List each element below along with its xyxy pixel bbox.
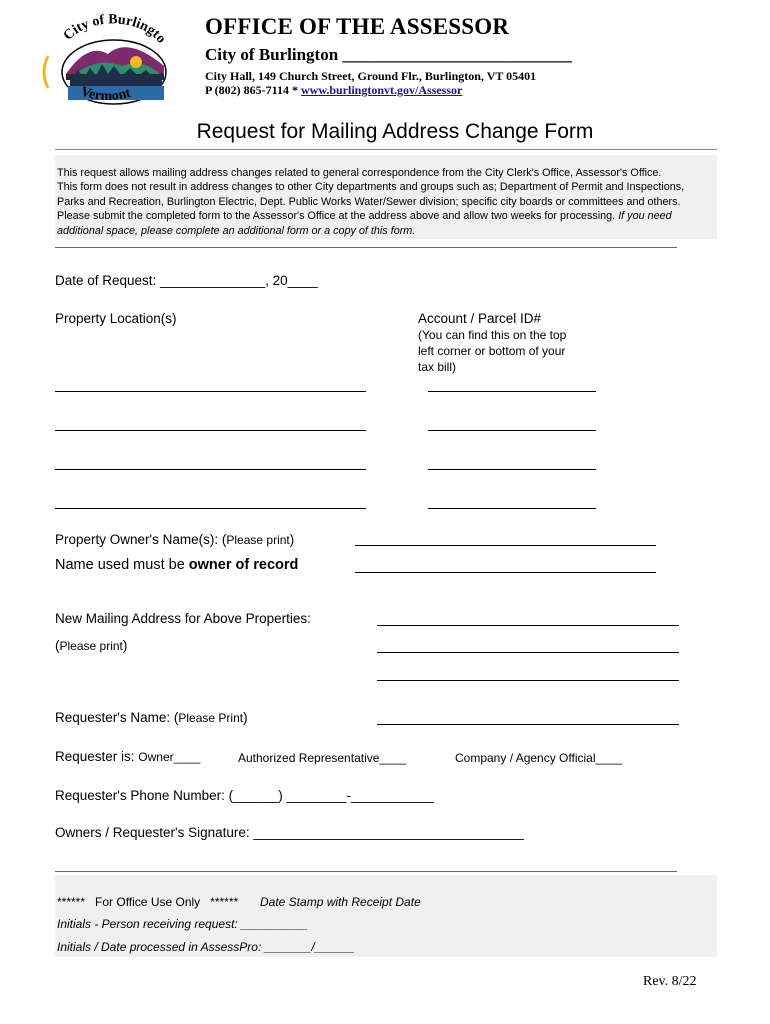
property-locations-label: Property Location(s) — [55, 311, 177, 326]
intro-line-4: Please submit the completed form to the Assessor's Office at the address above and allow two weeks for processing. If you need — [57, 210, 672, 223]
city-of-burlington-logo — [38, 14, 178, 114]
company-agency-option[interactable]: Company / Agency Official____ — [455, 751, 623, 765]
property-location-line-4[interactable] — [55, 508, 366, 509]
date-of-request-field[interactable]: Date of Request: ______________, 20____ — [55, 273, 318, 288]
initials-receiving: Initials - Person receiving request: __________ — [57, 917, 308, 931]
revision-label: Rev. 8/22 — [643, 974, 697, 989]
requester-is-label: Requester is: Owner____ — [55, 749, 201, 764]
account-hint-2: left corner or bottom of your — [418, 344, 566, 358]
intro-line-3: Parks and Recreation, Burlington Electric, Dept. Public Works Water/Sewer division; specific city boards or committees and others. — [57, 195, 681, 208]
intro-text — [57, 166, 717, 238]
requester-name-line[interactable] — [377, 724, 679, 725]
account-parcel-label: Account / Parcel ID# — [418, 311, 542, 326]
parcel-id-line-4[interactable] — [428, 508, 596, 509]
office-use-header: ****** For Office Use Only ****** — [57, 895, 239, 909]
property-location-line-3[interactable] — [55, 469, 366, 470]
owner-names-label: Property Owner's Name(s): (Please print) — [55, 532, 295, 547]
city-line: City of Burlington ___________________________ — [205, 45, 572, 64]
phone-line — [205, 83, 462, 98]
signature-field[interactable]: Owners / Requester's Signature: ____________________________________ — [55, 825, 524, 840]
date-stamp-label: Date Stamp with Receipt Date — [260, 895, 421, 909]
logo-top-text: City of Burlingto — [60, 14, 169, 47]
new-mailing-address-label: New Mailing Address for Above Properties: — [55, 611, 311, 626]
property-location-line-2[interactable] — [55, 430, 366, 431]
authorized-representative-option[interactable]: Authorized Representative____ — [238, 751, 407, 765]
phone-text: P (802) 865-7114 * — [205, 83, 301, 97]
assessor-link[interactable]: www.burlingtonvt.gov/Assessor — [301, 83, 463, 97]
owner-of-record-bold: owner of record — [188, 557, 299, 573]
mailing-address-line-1[interactable] — [377, 625, 679, 626]
office-divider — [55, 871, 677, 872]
office-title: OFFICE OF THE ASSESSOR — [205, 14, 510, 39]
intro-line-2: This form does not result in address changes to other City departments and groups such as; Department of Permit and Inspections, — [57, 181, 685, 194]
parcel-id-line-2[interactable] — [428, 430, 596, 431]
account-hint-3: tax bill) — [418, 360, 457, 374]
account-hint-1: (You can find this on the top — [418, 328, 567, 342]
mailing-address-line-2[interactable] — [377, 652, 679, 653]
initials-processed: Initials / Date processed in AssessPro: _______/______ — [57, 940, 355, 954]
intro-italic: If you need — [618, 210, 672, 223]
intro-underline — [55, 247, 677, 248]
intro-line-1: This request allows mailing address changes related to general correspondence from the City Clerk's Office, Assessor's Office. — [57, 167, 662, 179]
owner-of-record-note: Name used must be owner of record — [55, 557, 299, 573]
form-title: Request for Mailing Address Change Form — [196, 120, 594, 143]
please-print-label: (Please print) — [55, 638, 128, 653]
mailing-address-line-3[interactable] — [377, 680, 679, 681]
requester-name-label: Requester's Name: (Please Print) — [55, 710, 248, 725]
parcel-id-line-3[interactable] — [428, 469, 596, 470]
owner-names-line-2[interactable] — [355, 572, 656, 573]
owner-option[interactable]: Owner____ — [138, 750, 201, 764]
address-line: City Hall, 149 Church Street, Ground Flr., Burlington, VT 05401 — [205, 69, 537, 83]
logo-bottom-text: Vermont — [78, 84, 133, 105]
owner-names-line[interactable] — [355, 545, 656, 546]
phone-number-field[interactable]: Requester's Phone Number: (______) ________-___________ — [55, 788, 434, 803]
property-location-line-1[interactable] — [55, 391, 366, 392]
intro-line-5: additional space, please complete an additional form or a copy of this form. — [57, 224, 416, 237]
title-divider — [55, 149, 717, 150]
parcel-id-line-1[interactable] — [428, 391, 596, 392]
